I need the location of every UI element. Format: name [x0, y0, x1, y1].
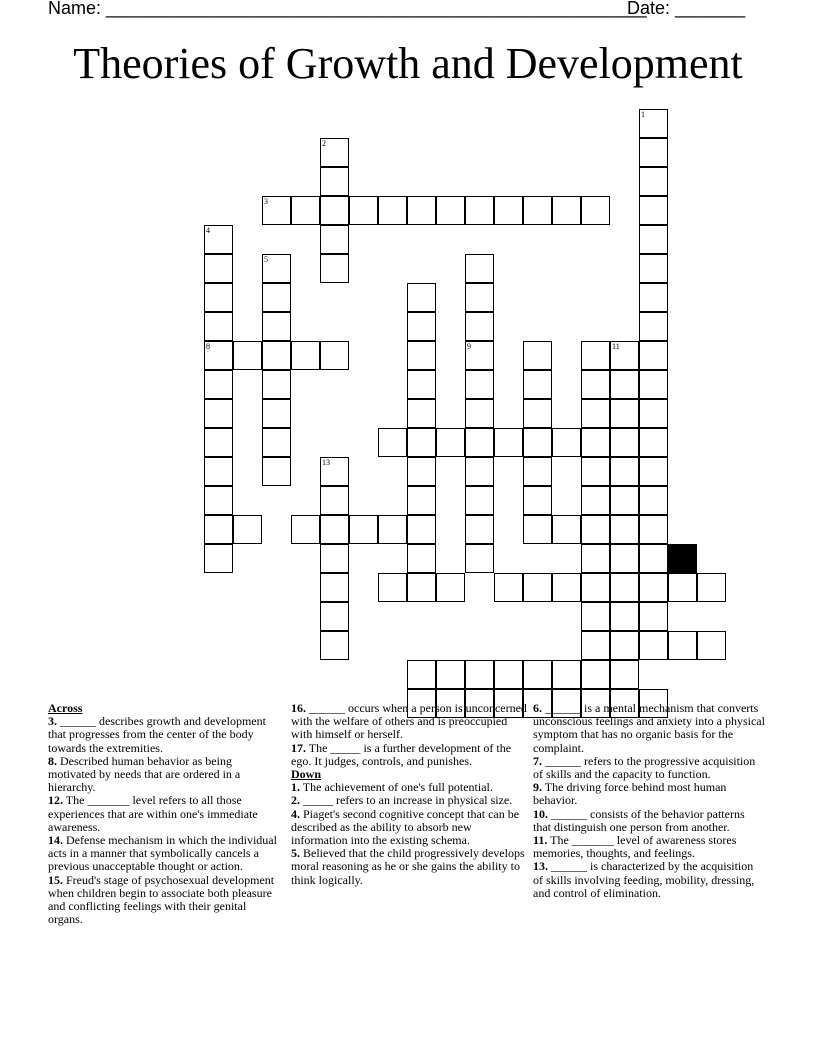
grid-cell[interactable]	[639, 486, 668, 515]
grid-cell[interactable]	[523, 341, 552, 370]
grid-cell[interactable]	[407, 196, 436, 225]
clue-item-number: 14.	[48, 833, 63, 848]
grid-cell[interactable]	[465, 515, 494, 544]
down-heading: Down	[291, 767, 322, 782]
clue-number: 3	[264, 197, 268, 206]
grid-cell[interactable]	[204, 399, 233, 428]
clue-item	[48, 794, 280, 834]
clue-number: 4	[206, 226, 210, 235]
clue-item	[48, 874, 280, 927]
grid-cell[interactable]	[465, 254, 494, 283]
grid-cell[interactable]	[204, 515, 233, 544]
clue-number: 1	[641, 110, 645, 119]
clue-number: 8	[206, 342, 210, 351]
grid-cell[interactable]	[610, 370, 639, 399]
grid-cell[interactable]	[436, 428, 465, 457]
clue-item	[291, 742, 527, 768]
grid-cell[interactable]	[552, 515, 581, 544]
grid-cell[interactable]	[378, 196, 407, 225]
clue-item-text: The driving force behind most human behavior.	[533, 780, 727, 808]
grid-cell[interactable]	[523, 660, 552, 689]
grid-cell[interactable]	[378, 428, 407, 457]
clue-item	[533, 755, 765, 781]
clue-item-text: _____ refers to an increase in physical size.	[300, 793, 513, 808]
clue-item-number: 1.	[291, 780, 300, 795]
grid-cell[interactable]	[639, 370, 668, 399]
clue-item-number: 7.	[533, 753, 542, 768]
grid-cell[interactable]	[697, 573, 726, 602]
grid-cell[interactable]	[204, 486, 233, 515]
grid-cell[interactable]	[610, 631, 639, 660]
clue-item	[533, 702, 765, 755]
clue-item	[291, 808, 527, 848]
grid-cell[interactable]	[262, 370, 291, 399]
grid-cell[interactable]	[291, 515, 320, 544]
clue-number: 11	[612, 342, 620, 351]
clue-item	[48, 834, 280, 874]
clue-item	[533, 834, 765, 860]
grid-cell[interactable]	[320, 225, 349, 254]
grid-cell[interactable]	[436, 573, 465, 602]
grid-cell[interactable]	[639, 167, 668, 196]
clue-item	[48, 755, 280, 795]
grid-cell[interactable]	[262, 399, 291, 428]
grid-cell[interactable]	[320, 167, 349, 196]
grid-cell[interactable]	[465, 544, 494, 573]
grid-cell[interactable]	[465, 486, 494, 515]
clue-column-3	[533, 702, 765, 900]
grid-cell[interactable]	[581, 515, 610, 544]
grid-cell[interactable]	[639, 196, 668, 225]
clue-item-number: 12.	[48, 793, 63, 808]
grid-cell[interactable]	[668, 631, 697, 660]
grid-cell[interactable]	[581, 573, 610, 602]
grid-cell[interactable]	[465, 457, 494, 486]
across-clue-list-continued	[291, 702, 527, 768]
grid-cell[interactable]	[581, 544, 610, 573]
grid-cell[interactable]	[639, 428, 668, 457]
grid-cell[interactable]	[465, 312, 494, 341]
grid-cell[interactable]	[581, 631, 610, 660]
grid-cell[interactable]	[639, 138, 668, 167]
grid-cell[interactable]	[407, 515, 436, 544]
clue-item-text: Defense mechanism in which the individual acts in a manner that symbolically cancels a previous unacceptable thought or action.	[48, 833, 277, 874]
grid-cell[interactable]	[581, 196, 610, 225]
grid-cell[interactable]	[407, 486, 436, 515]
grid-cell[interactable]	[262, 428, 291, 457]
clue-column-2	[291, 702, 527, 887]
clue-number: 9	[467, 342, 471, 351]
grid-cell[interactable]	[233, 341, 262, 370]
grid-cell[interactable]	[552, 428, 581, 457]
grid-cell[interactable]	[639, 573, 668, 602]
grid-cell[interactable]	[639, 457, 668, 486]
clue-column-1	[48, 702, 280, 926]
clue-item-text: ______ consists of the behavior patterns that distinguish one person from another.	[533, 806, 745, 834]
clue-item-text: Freud's stage of psychosexual development when children begin to associate both pleasure and conflicting feelings with their genital organs.	[48, 872, 275, 927]
grid-cell[interactable]	[581, 486, 610, 515]
grid-cell[interactable]	[407, 457, 436, 486]
page-title: Theories of Growth and Development	[73, 39, 743, 88]
grid-cell[interactable]	[639, 341, 668, 370]
grid-cell[interactable]	[204, 283, 233, 312]
grid-cell[interactable]	[262, 196, 291, 225]
clue-item	[533, 808, 765, 834]
clue-item-text: ______ is characterized by the acquisition of skills involving feeding, mobility, dressing, and control of elimination.	[533, 859, 755, 900]
grid-cell[interactable]	[262, 457, 291, 486]
grid-cell[interactable]	[639, 283, 668, 312]
grid-cell[interactable]	[639, 399, 668, 428]
date-field: Date: _______	[627, 0, 746, 18]
grid-cell[interactable]	[523, 196, 552, 225]
grid-cell[interactable]	[552, 196, 581, 225]
grid-cell[interactable]	[610, 399, 639, 428]
grid-cell[interactable]	[407, 341, 436, 370]
clue-item-number: 17.	[291, 740, 306, 755]
clue-item	[533, 860, 765, 900]
grid-cell[interactable]	[320, 544, 349, 573]
grid-cell[interactable]	[204, 312, 233, 341]
grid-cell[interactable]	[552, 573, 581, 602]
grid-cell[interactable]	[349, 515, 378, 544]
grid-cell[interactable]	[378, 573, 407, 602]
grid-cell[interactable]	[697, 631, 726, 660]
clue-item-text: The achievement of one's full potential.	[300, 780, 493, 795]
grid-cell[interactable]	[407, 573, 436, 602]
across-heading: Across	[48, 701, 83, 715]
grid-cell[interactable]	[523, 515, 552, 544]
grid-cell[interactable]	[262, 283, 291, 312]
clue-item-number: 15.	[48, 872, 63, 887]
grid-cell[interactable]	[320, 254, 349, 283]
grid-cell[interactable]	[204, 428, 233, 457]
grid-cell[interactable]	[407, 312, 436, 341]
grid-cell[interactable]	[639, 312, 668, 341]
clue-item-number: 16.	[291, 701, 306, 715]
clue-item-number: 10.	[533, 806, 548, 821]
grid-cell[interactable]	[407, 660, 436, 689]
grid-cell[interactable]	[581, 341, 610, 370]
grid-cell[interactable]	[320, 138, 349, 167]
clue-number: 5	[264, 255, 268, 264]
clue-item-number: 3.	[48, 714, 57, 729]
grid-cell[interactable]	[262, 254, 291, 283]
grid-cell[interactable]	[581, 370, 610, 399]
clue-item-number: 4.	[291, 806, 300, 821]
clue-item-number: 2.	[291, 793, 300, 808]
clue-item-number: 11.	[533, 833, 548, 848]
grid-cell[interactable]	[639, 254, 668, 283]
grid-cell[interactable]	[639, 544, 668, 573]
grid-cell[interactable]	[465, 370, 494, 399]
grid-cell[interactable]	[436, 660, 465, 689]
grid-cell[interactable]	[291, 196, 320, 225]
grid-cell[interactable]	[523, 370, 552, 399]
clue-item-number: 13.	[533, 859, 548, 874]
grid-cell[interactable]	[465, 399, 494, 428]
grid-cell[interactable]	[320, 196, 349, 225]
grid-cell[interactable]	[320, 573, 349, 602]
grid-cell[interactable]	[407, 283, 436, 312]
grid-cell[interactable]	[610, 486, 639, 515]
grid-cell[interactable]	[465, 341, 494, 370]
grid-cell[interactable]	[668, 573, 697, 602]
grid-cell[interactable]	[320, 631, 349, 660]
grid-cell[interactable]	[320, 457, 349, 486]
grid-cell[interactable]	[494, 196, 523, 225]
grid-cell[interactable]	[610, 428, 639, 457]
grid-cell[interactable]	[581, 457, 610, 486]
clue-item-number: 9.	[533, 780, 542, 795]
grid-cell[interactable]	[204, 370, 233, 399]
grid-cell[interactable]	[610, 660, 639, 689]
grid-cell[interactable]	[523, 399, 552, 428]
grid-cell[interactable]	[581, 428, 610, 457]
grid-cell[interactable]	[581, 660, 610, 689]
clue-item-number: 8.	[48, 753, 57, 768]
grid-cell[interactable]	[610, 457, 639, 486]
grid-cell[interactable]	[581, 602, 610, 631]
grid-cell[interactable]	[436, 196, 465, 225]
grid-cell[interactable]	[523, 573, 552, 602]
clue-item	[533, 781, 765, 807]
grid-cell[interactable]	[320, 486, 349, 515]
down-clue-list-continued	[533, 702, 765, 900]
grid-cell[interactable]	[407, 428, 436, 457]
grid-cell[interactable]	[233, 515, 262, 544]
grid-cell[interactable]	[465, 660, 494, 689]
grid-cell[interactable]	[320, 515, 349, 544]
grid-cell[interactable]	[320, 602, 349, 631]
grid-cell[interactable]	[262, 312, 291, 341]
clue-item	[48, 715, 280, 755]
grid-cell[interactable]	[407, 544, 436, 573]
grid-cell[interactable]	[610, 544, 639, 573]
across-clue-list	[48, 715, 280, 926]
grid-cell[interactable]	[610, 341, 639, 370]
clue-number: 13	[322, 458, 330, 467]
name-field: Name: ______________________________________________________	[48, 0, 647, 18]
grid-cell[interactable]	[378, 515, 407, 544]
grid-cell[interactable]	[639, 515, 668, 544]
clue-item-number: 6.	[533, 701, 542, 715]
grid-cell[interactable]	[610, 602, 639, 631]
grid-cell[interactable]	[349, 196, 378, 225]
grid-cell[interactable]	[465, 196, 494, 225]
clue-item-text: ______ describes growth and development that progresses from the center of the body towards the extremities.	[48, 714, 266, 755]
clue-item-text: The _____ is a further development of the ego. It judges, controls, and punishes.	[291, 740, 512, 768]
clue-item	[291, 702, 527, 742]
grid-cell[interactable]	[639, 602, 668, 631]
clue-number: 2	[322, 139, 326, 148]
clue-item-text: The _______ level of awareness stores memories, thoughts, and feelings.	[533, 833, 737, 861]
grid-cell[interactable]	[523, 428, 552, 457]
grid-cell[interactable]	[494, 428, 523, 457]
clue-item-number: 5.	[291, 846, 300, 861]
grid-cell[interactable]	[407, 370, 436, 399]
grid-cell[interactable]	[639, 109, 668, 138]
grid-cell[interactable]	[262, 341, 291, 370]
clue-item	[291, 847, 527, 887]
clue-item-text: ______ occurs when a person is unconcerned with the welfare of others and is preoccupied with himself or herself.	[291, 701, 527, 742]
grid-cell[interactable]	[552, 660, 581, 689]
clue-item-text: ______ is a mental mechanism that converts unconscious feelings and anxiety into a physical symptom that has no organic basis for the complaint.	[533, 701, 765, 755]
clue-item-text: Piaget's second cognitive concept that can be described as the ability to absorb new information into the existing schema.	[291, 806, 520, 848]
grid-cell[interactable]	[465, 283, 494, 312]
grid-cell[interactable]	[639, 225, 668, 254]
clue-item-text: Described human behavior as being motivated by needs that are ordered in a hierarchy.	[48, 753, 241, 795]
grid-cell[interactable]	[581, 399, 610, 428]
clue-item-text: Believed that the child progressively develops moral reasoning as he or she gains the ability to think logically.	[291, 846, 525, 887]
grid-cell[interactable]	[610, 515, 639, 544]
grid-cell-black	[668, 544, 697, 573]
grid-cell[interactable]	[465, 428, 494, 457]
grid-cell[interactable]	[639, 631, 668, 660]
clue-item-text: ______ refers to the progressive acquisition of skills and the capacity to function.	[533, 753, 756, 782]
grid-cell[interactable]	[610, 573, 639, 602]
down-clue-list	[291, 781, 527, 887]
grid-cell[interactable]	[523, 457, 552, 486]
grid-cell[interactable]	[204, 254, 233, 283]
grid-cell[interactable]	[204, 457, 233, 486]
grid-cell[interactable]	[523, 486, 552, 515]
grid-cell[interactable]	[494, 660, 523, 689]
clue-item-text: The _______ level refers to all those experiences that are within one's immediate awareness.	[48, 793, 258, 834]
grid-cell[interactable]	[204, 225, 233, 254]
grid-cell[interactable]	[407, 399, 436, 428]
grid-cell[interactable]	[291, 341, 320, 370]
grid-cell[interactable]	[204, 544, 233, 573]
grid-cell[interactable]	[320, 341, 349, 370]
grid-cell[interactable]	[494, 573, 523, 602]
grid-cell[interactable]	[204, 341, 233, 370]
